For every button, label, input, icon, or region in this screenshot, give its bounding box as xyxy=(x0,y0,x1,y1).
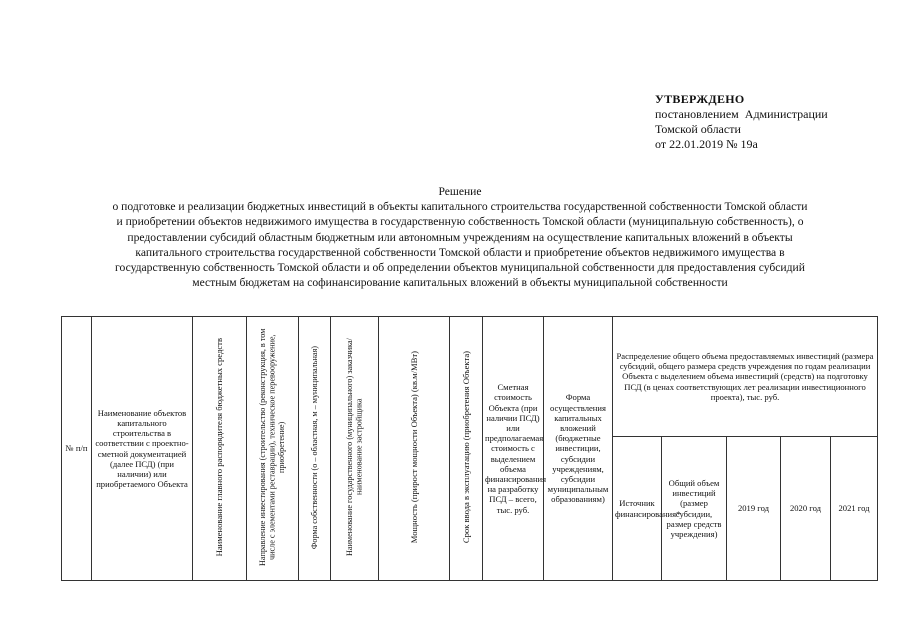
header-year-2021: 2021 год xyxy=(831,437,878,581)
header-investment-form: Форма осуществления капитальных вложений (бюджетные инвестиции, субсидии учреждениям, субсидии муниципальным образованиям) xyxy=(544,317,613,581)
approval-title: УТВЕРЖДЕНО xyxy=(655,92,745,106)
header-year-2019: 2019 год xyxy=(727,437,781,581)
header-number: № п/п xyxy=(62,317,92,581)
approval-authority: Томской области xyxy=(655,122,741,136)
approval-date: от 22.01.2019 № 19а xyxy=(655,137,758,151)
document-subject: о подготовке и реализации бюджетных инвестиций в объекты капитального строительства государственной собственности Томской области и приобретении объектов недвижимого имущества в государственную собственность Томской области (муниципальную собственность), о предоставлении субсидий областным бюджетным или автономным учреждениям на осуществление капитальных вложений в объекты капитального строительства государственной собственности Томской области и приобретение объектов недвижимого имущества в государственную собственность Томской области и об определении объектов муниципальной собственности для предоставления субсидий местным бюджетам на софинансирование капитальных вложений в объекты муниципальной собственности xyxy=(112,200,808,290)
header-deadline-text: Срок ввода в эксплуатацию (приобретения Объекта) xyxy=(460,351,471,544)
header-ownership-form-text: Форма собственности (о – областная, м – муниципальная) xyxy=(309,345,319,549)
header-year-2020: 2020 год xyxy=(781,437,831,581)
approval-decree: постановлением Администрации xyxy=(655,107,828,121)
investment-table xyxy=(61,316,878,581)
header-investment-direction xyxy=(247,317,299,581)
header-customer xyxy=(331,317,379,581)
header-capacity xyxy=(379,317,450,581)
document-title xyxy=(110,184,810,290)
header-budget-manager-text: Наименование главного распорядителя бюджетных средств xyxy=(214,338,225,557)
header-budget-manager xyxy=(193,317,247,581)
header-ownership-form xyxy=(299,317,331,581)
header-capacity-text: Мощность (прирост мощности Объекта) (кв.м/МВт) xyxy=(408,351,419,544)
header-customer-text: Наименование государственного (муниципального) заказчика/наименование застройщика xyxy=(344,338,364,557)
header-estimate: Сметная стоимость Объекта (при наличии ПСД) или предполагаемая стоимость с выделением объема финансирования на разработку ПСД – всего, тыс. руб. xyxy=(483,317,544,581)
header-distribution: Распределение общего объема предоставляемых инвестиций (размера субсидий, общего размера средств учреждения по годам реализации Объекта с выделением объема инвестиций (средств) на подготовку ПСД (в ценах соответствующих лет реализации инвестиционного проекта), тыс. руб. xyxy=(613,317,878,437)
header-total-volume: Общий объем инвестиций (размер субсидии, размер средств учреждения) xyxy=(662,437,727,581)
approval-stamp xyxy=(655,92,828,152)
header-funding-source: Источник финансирования* xyxy=(613,437,662,581)
header-object-name: Наименование объектов капитального строительства в соответствии с проектно-сметной документацией (далее ПСД) (при наличии) или приобретаемого Объекта xyxy=(92,317,193,581)
document-heading: Решение xyxy=(438,185,482,198)
header-investment-direction-text: Направление инвестирования (строительство (реконструкция, в том числе с элементами реставрации), техническое перевооружение, приобретение) xyxy=(258,328,287,567)
header-deadline xyxy=(450,317,483,581)
